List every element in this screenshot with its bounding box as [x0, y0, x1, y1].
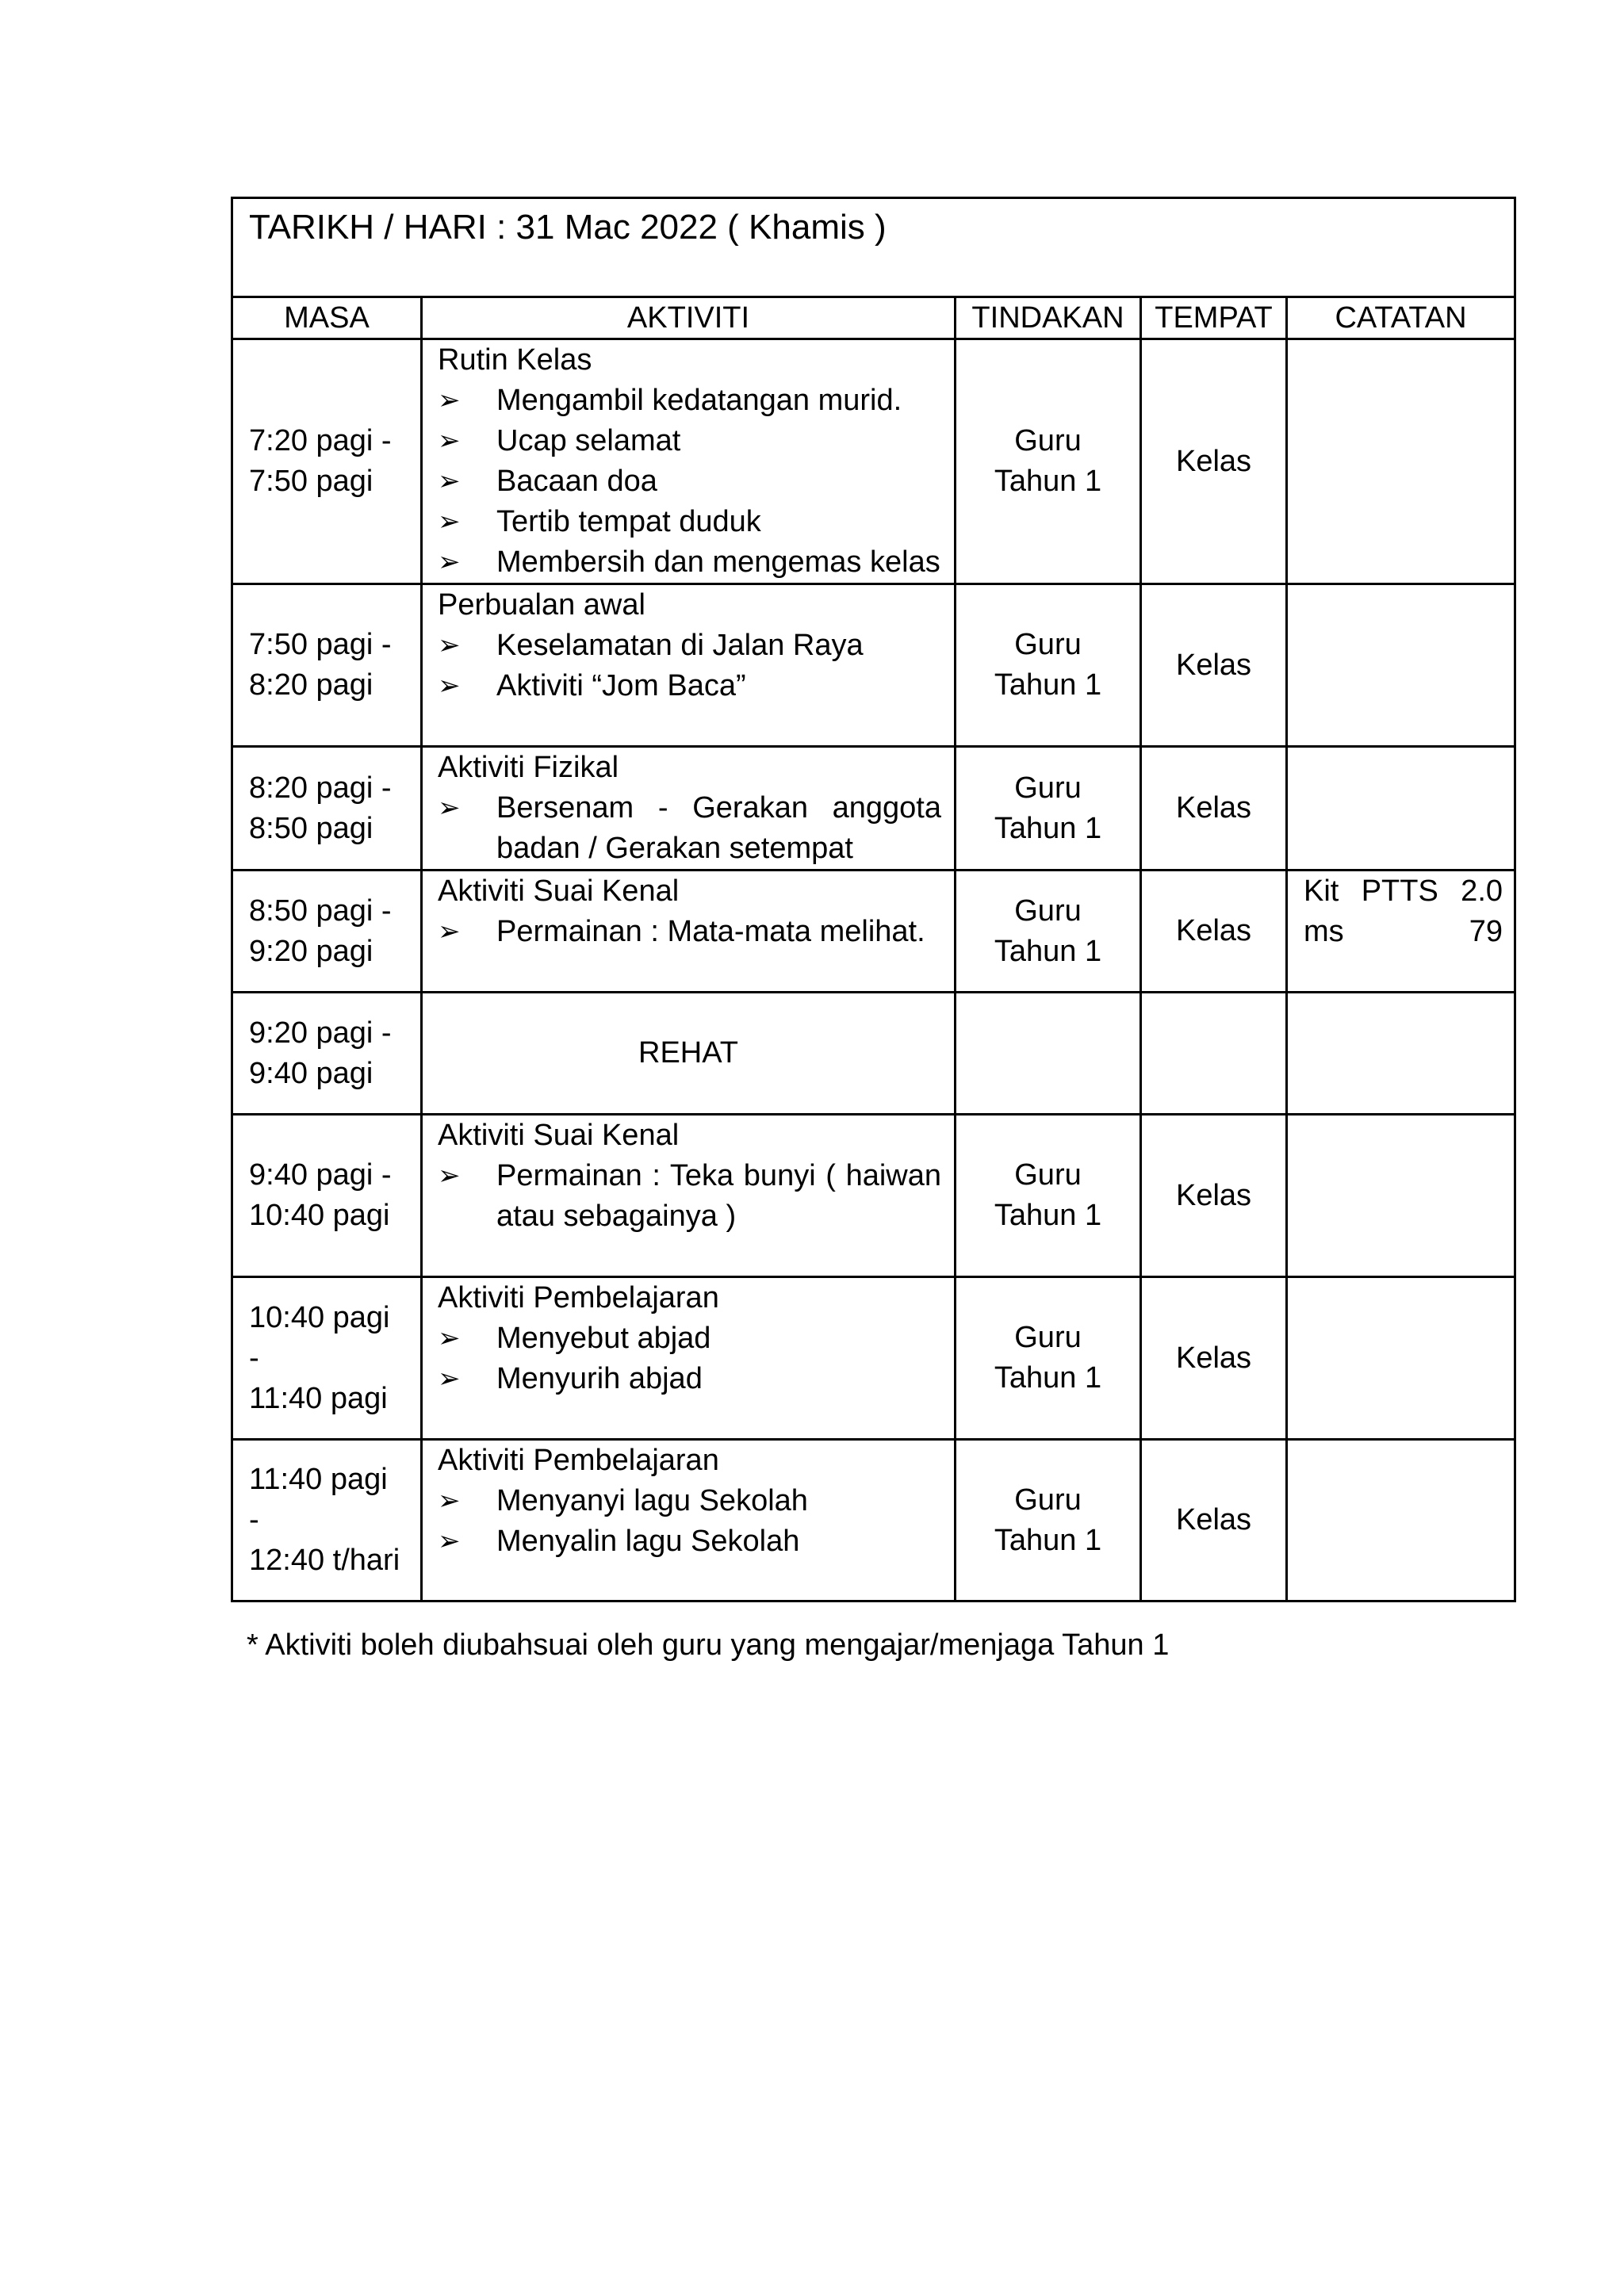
activity-heading: Rutin Kelas — [438, 343, 592, 377]
arrow-bullet-icon: ➢ — [438, 630, 461, 660]
tempat-cell — [1141, 339, 1287, 584]
catatan-cell — [1287, 339, 1515, 584]
activity-heading: Aktiviti Suai Kenal — [438, 1119, 680, 1152]
list-item-text: Tertib tempat duduk — [496, 505, 761, 538]
tempat-value: Kelas — [1175, 444, 1252, 478]
tempat-value: Kelas — [1175, 1503, 1252, 1536]
tempat-value: Kelas — [1175, 791, 1252, 825]
arrow-bullet-icon: ➢ — [438, 1161, 461, 1191]
time-end: 8:20 pagi — [249, 668, 373, 702]
tempat-cell — [1141, 1277, 1287, 1440]
time-cell — [232, 1277, 422, 1440]
table-row — [232, 1277, 1515, 1440]
tindakan-line-1: Guru — [1014, 424, 1082, 457]
rehat-cell: REHAT — [422, 993, 956, 1115]
activity-list — [438, 626, 941, 706]
time-cell — [232, 747, 422, 871]
time-cell — [232, 1440, 422, 1601]
list-item-text: Menyanyi lagu Sekolah — [496, 1484, 808, 1517]
activity-cell — [422, 339, 956, 584]
activity-list — [438, 788, 941, 869]
arrow-bullet-icon: ➢ — [438, 547, 461, 577]
list-item — [438, 1481, 941, 1521]
table-row — [232, 747, 1515, 871]
tempat-value: Kelas — [1175, 914, 1252, 947]
time-start: 8:50 pagi - — [249, 894, 392, 928]
tindakan-line-2: Tahun 1 — [994, 1523, 1102, 1557]
list-item-text: Menyalin lagu Sekolah — [496, 1525, 800, 1558]
tindakan-cell — [956, 584, 1141, 747]
activity-cell — [422, 871, 956, 993]
list-item-text: Ucap selamat — [496, 424, 681, 457]
empty-cell — [1141, 993, 1287, 1115]
time-end: 9:40 pagi — [249, 1056, 373, 1090]
tindakan-line-2: Tahun 1 — [994, 811, 1102, 845]
document-title: TARIKH / HARI : 31 Mac 2022 ( Khamis ) — [232, 198, 1515, 297]
tempat-value: Kelas — [1175, 1341, 1252, 1375]
time-start: 7:20 pagi - — [249, 424, 392, 457]
time-start: 10:40 pagi - — [249, 1300, 390, 1375]
list-item-text: Bersenam - Gerakan anggota badan / Gerakan setempat — [496, 791, 941, 865]
arrow-bullet-icon: ➢ — [438, 1526, 461, 1556]
list-item-text: Bacaan doa — [496, 465, 657, 498]
tindakan-cell — [956, 1115, 1141, 1277]
time-cell — [232, 871, 422, 993]
time-cell — [232, 339, 422, 584]
empty-cell — [1287, 993, 1515, 1115]
tindakan-line-1: Guru — [1014, 894, 1082, 928]
time-cell — [232, 1115, 422, 1277]
activity-heading: Aktiviti Fizikal — [438, 751, 619, 784]
activity-list — [438, 381, 941, 583]
catatan-cell — [1287, 584, 1515, 747]
catatan-cell — [1287, 747, 1515, 871]
time-cell — [232, 584, 422, 747]
activity-heading: Aktiviti Pembelajaran — [438, 1444, 719, 1477]
activity-list — [438, 1156, 941, 1237]
list-item — [438, 542, 941, 583]
arrow-bullet-icon: ➢ — [438, 466, 461, 496]
time-start: 8:20 pagi - — [249, 771, 392, 805]
tindakan-line-2: Tahun 1 — [994, 668, 1102, 702]
activity-cell — [422, 1440, 956, 1601]
arrow-bullet-icon: ➢ — [438, 1486, 461, 1516]
tempat-cell — [1141, 1440, 1287, 1601]
list-item — [438, 381, 941, 421]
catatan-cell — [1287, 1440, 1515, 1601]
arrow-bullet-icon: ➢ — [438, 1323, 461, 1353]
activity-heading: Aktiviti Pembelajaran — [438, 1281, 719, 1314]
list-item — [438, 502, 941, 542]
list-item-text: Permainan : Mata-mata melihat. — [496, 915, 925, 948]
tempat-cell — [1141, 871, 1287, 993]
time-cell — [232, 993, 422, 1115]
tindakan-cell — [956, 871, 1141, 993]
activity-heading: Perbualan awal — [438, 588, 645, 622]
tindakan-cell — [956, 1440, 1141, 1601]
header-row — [232, 297, 1515, 339]
schedule-table — [231, 197, 1516, 1602]
table-row — [232, 584, 1515, 747]
list-item — [438, 788, 941, 869]
list-item-text: Mengambil kedatangan murid. — [496, 384, 902, 417]
list-item — [438, 1156, 941, 1237]
activity-list — [438, 1481, 941, 1562]
tempat-cell — [1141, 747, 1287, 871]
tindakan-line-1: Guru — [1014, 628, 1082, 661]
table-row — [232, 871, 1515, 993]
tindakan-line-2: Tahun 1 — [994, 465, 1102, 498]
time-start: 9:40 pagi - — [249, 1158, 392, 1192]
activity-list — [438, 1318, 941, 1399]
list-item — [438, 461, 941, 502]
tindakan-line-2: Tahun 1 — [994, 1199, 1102, 1232]
footnote: * Aktiviti boleh diubahsuai oleh guru yang mengajar/menjaga Tahun 1 — [247, 1628, 1170, 1662]
list-item-text: Permainan : Teka bunyi ( haiwan atau sebagainya ) — [496, 1159, 941, 1233]
tindakan-cell — [956, 747, 1141, 871]
header-catatan: CATATAN — [1287, 297, 1515, 339]
tindakan-line-1: Guru — [1014, 771, 1082, 805]
empty-cell — [956, 993, 1141, 1115]
time-end: 12:40 t/hari — [249, 1544, 400, 1577]
time-end: 8:50 pagi — [249, 811, 373, 845]
list-item-text: Menyurih abjad — [496, 1362, 703, 1395]
arrow-bullet-icon: ➢ — [438, 426, 461, 456]
list-item — [438, 1359, 941, 1399]
list-item-text: Keselamatan di Jalan Raya — [496, 629, 864, 662]
tindakan-line-1: Guru — [1014, 1483, 1082, 1517]
arrow-bullet-icon: ➢ — [438, 671, 461, 701]
activity-cell — [422, 584, 956, 747]
activity-list — [438, 912, 941, 952]
time-end: 10:40 pagi — [249, 1199, 390, 1232]
table-row — [232, 993, 1515, 1115]
time-end: 11:40 pagi — [249, 1381, 388, 1415]
header-aktiviti: AKTIVITI — [422, 297, 956, 339]
list-item — [438, 912, 941, 952]
tindakan-line-2: Tahun 1 — [994, 934, 1102, 968]
catatan-cell — [1287, 1277, 1515, 1440]
time-start: 11:40 pagi - — [249, 1463, 388, 1536]
activity-heading: Aktiviti Suai Kenal — [438, 874, 680, 908]
header-tempat: TEMPAT — [1141, 297, 1287, 339]
tindakan-cell — [956, 1277, 1141, 1440]
table-row — [232, 1115, 1515, 1277]
list-item — [438, 421, 941, 461]
arrow-bullet-icon: ➢ — [438, 1364, 461, 1394]
list-item — [438, 1521, 941, 1562]
tindakan-cell — [956, 339, 1141, 584]
arrow-bullet-icon: ➢ — [438, 385, 461, 415]
list-item — [438, 666, 941, 706]
activity-cell — [422, 1115, 956, 1277]
list-item — [438, 1318, 941, 1359]
time-end: 9:20 pagi — [249, 934, 373, 968]
time-start: 9:20 pagi - — [249, 1016, 392, 1050]
tempat-cell — [1141, 1115, 1287, 1277]
catatan-cell — [1287, 1115, 1515, 1277]
tindakan-line-1: Guru — [1014, 1158, 1082, 1192]
tindakan-line-1: Guru — [1014, 1321, 1082, 1354]
table-row — [232, 339, 1515, 584]
title-row — [232, 198, 1515, 297]
time-end: 7:50 pagi — [249, 465, 373, 498]
time-start: 7:50 pagi - — [249, 628, 392, 661]
tempat-value: Kelas — [1175, 648, 1252, 682]
list-item-text: Aktiviti “Jom Baca” — [496, 669, 746, 702]
list-item-text: Menyebut abjad — [496, 1322, 711, 1355]
tempat-value: Kelas — [1175, 1178, 1252, 1212]
header-tindakan: TINDAKAN — [956, 297, 1141, 339]
table-row — [232, 1440, 1515, 1601]
arrow-bullet-icon: ➢ — [438, 793, 461, 823]
activity-cell — [422, 747, 956, 871]
tempat-cell — [1141, 584, 1287, 747]
arrow-bullet-icon: ➢ — [438, 507, 461, 537]
schedule-body — [232, 339, 1515, 1601]
list-item — [438, 626, 941, 666]
list-item-text: Membersih dan mengemas kelas — [496, 545, 940, 579]
arrow-bullet-icon: ➢ — [438, 916, 461, 947]
catatan-cell: Kit PTTS 2.0 ms 79 — [1287, 871, 1515, 993]
activity-cell — [422, 1277, 956, 1440]
header-masa: MASA — [232, 297, 422, 339]
tindakan-line-2: Tahun 1 — [994, 1361, 1102, 1395]
